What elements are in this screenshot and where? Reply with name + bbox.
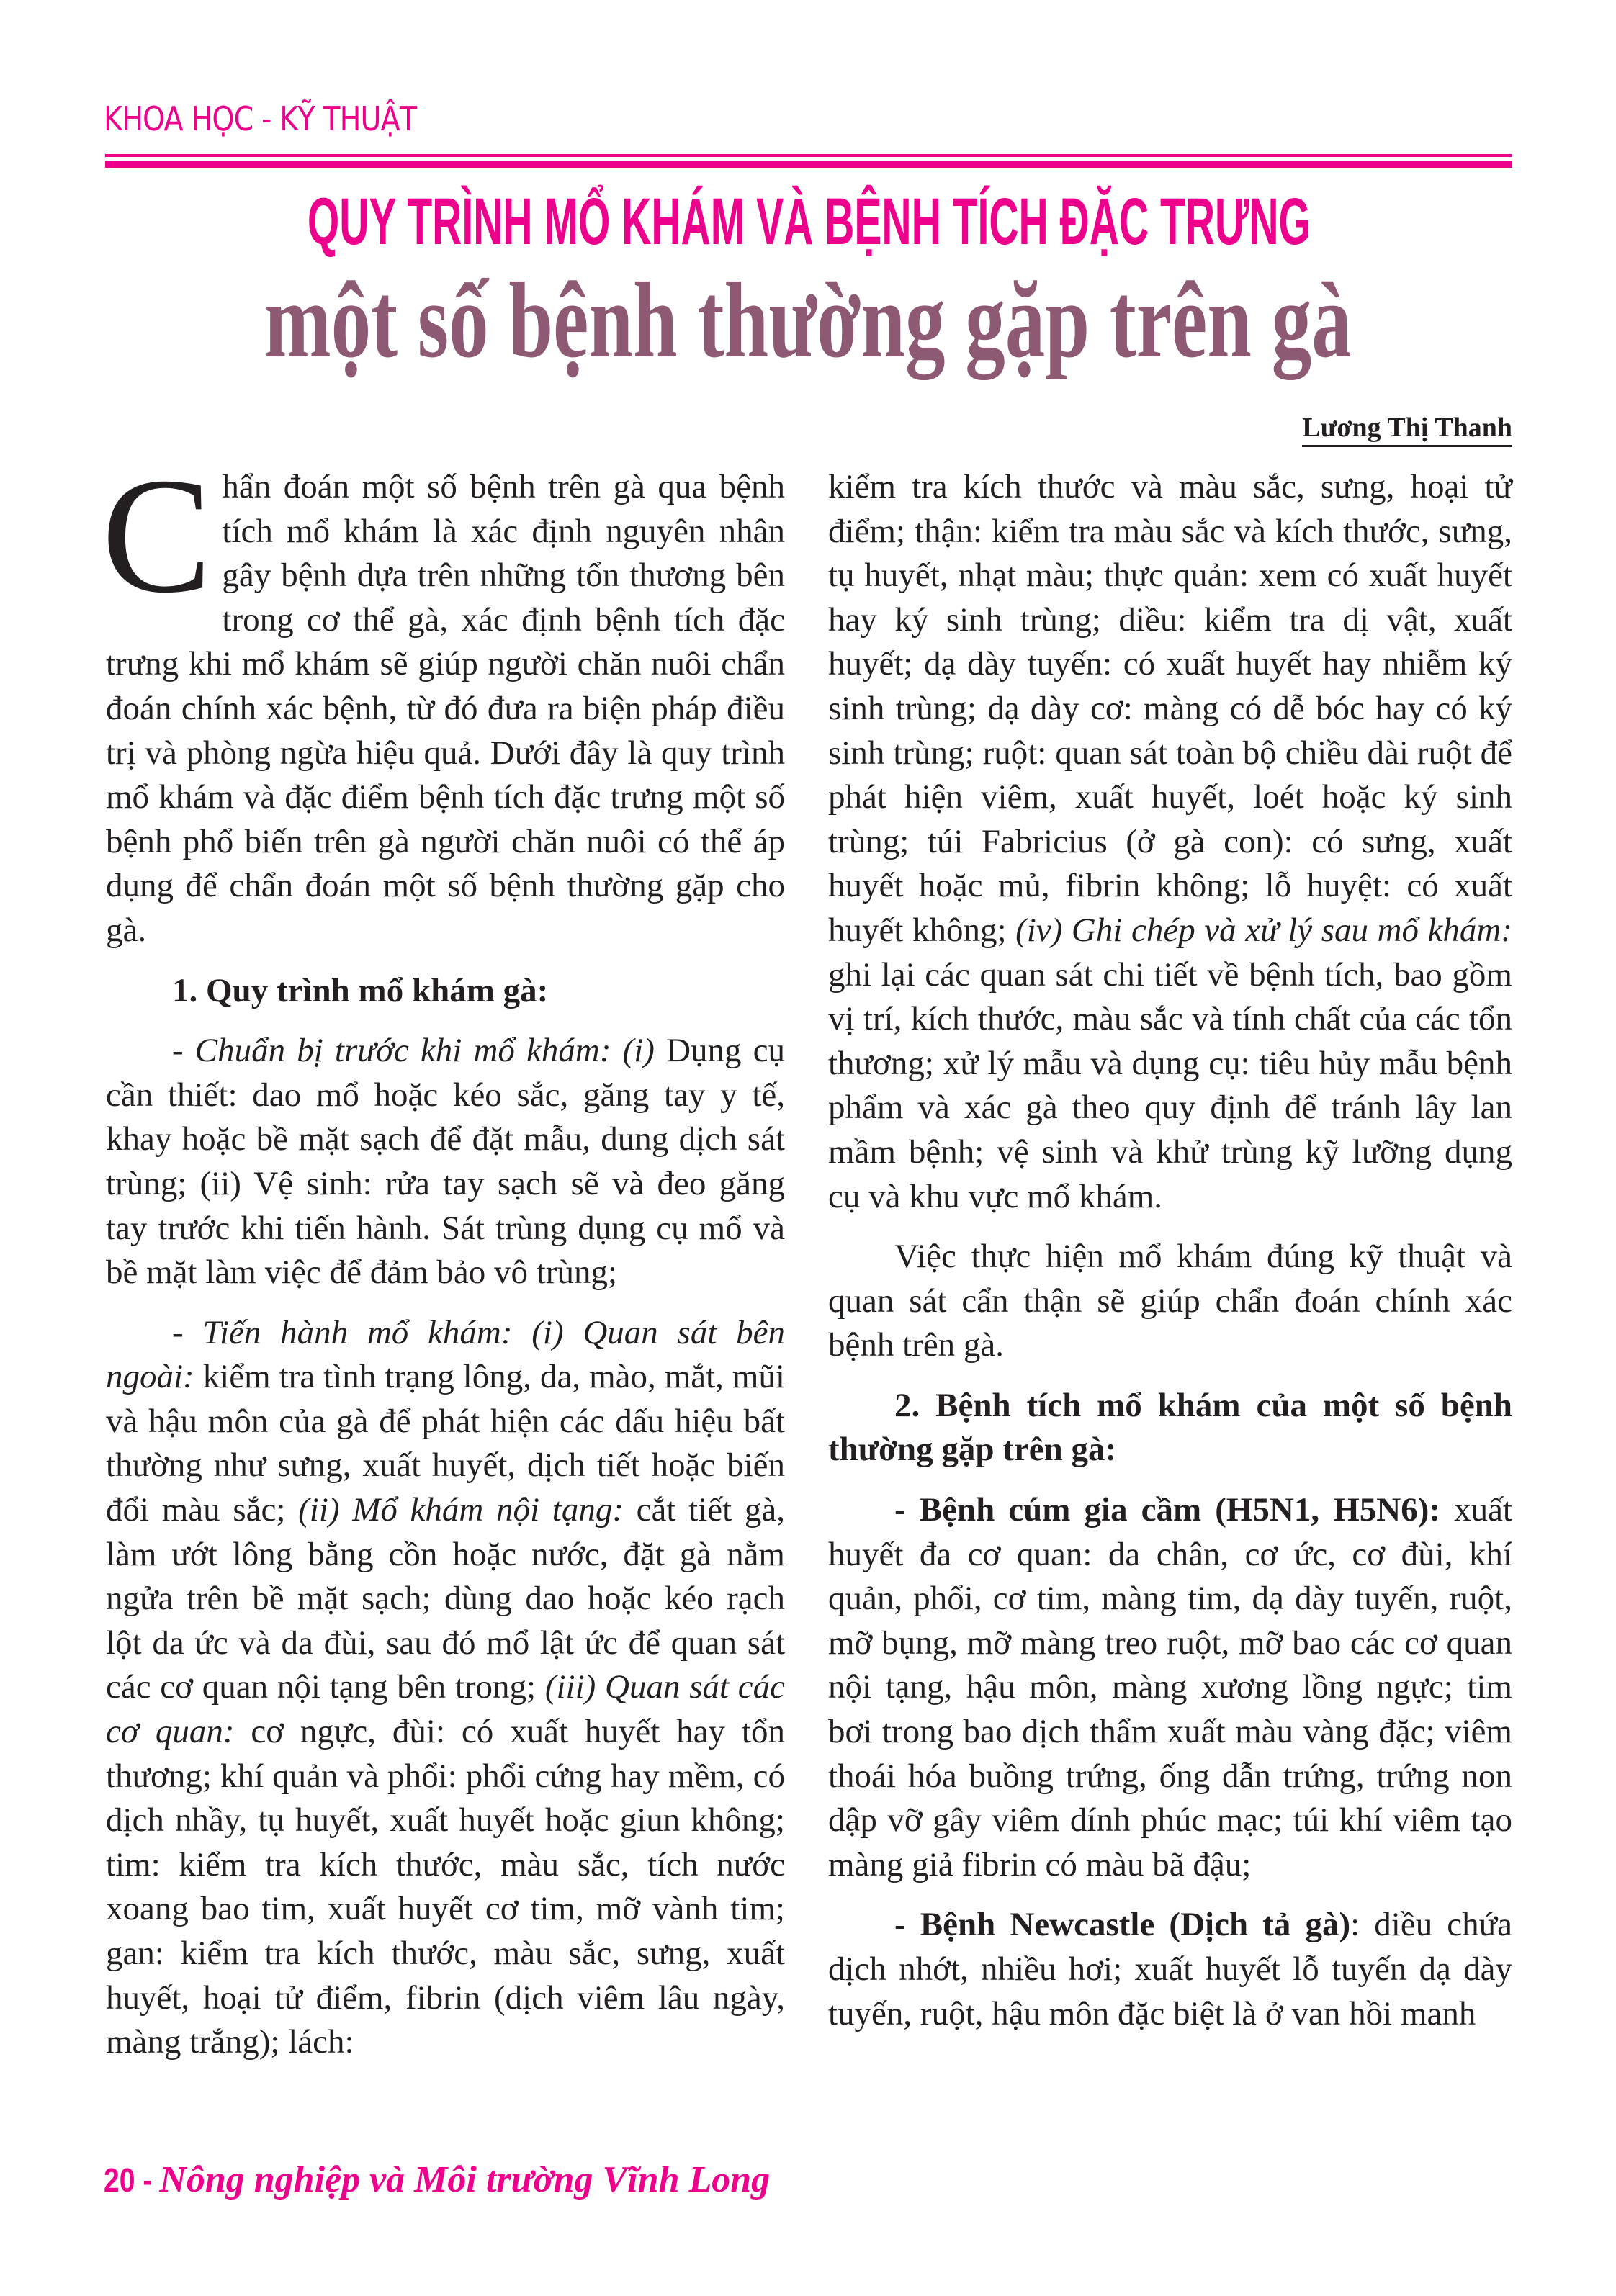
- publication-name: Nông nghiệp và Môi trường Vĩnh Long: [159, 2159, 771, 2200]
- title-line-2-text: một số bệnh thường gặp trên gà: [264, 261, 1352, 380]
- page-footer: [104, 2158, 770, 2201]
- page-number: 20 -: [104, 2161, 153, 2199]
- section-label: KHOA HỌC - KỸ THUẬT: [104, 99, 417, 138]
- prep-paragraph: [106, 1029, 785, 1295]
- prep-lead: - Chuẩn bị trước khi mổ khám: (i): [172, 1032, 655, 1070]
- conclusion-paragraph: Việc thực hiện mổ khám đúng kỹ thuật và quan sát cẩn thận sẽ giúp chẩn đoán chính xác bệnh trên gà.: [828, 1238, 1512, 1364]
- intro-paragraph: [102, 444, 785, 953]
- flu-lead: - Bệnh cúm gia cầm (H5N1, H5N6):: [894, 1491, 1440, 1529]
- newcastle-text: : diều chứa dịch nhớt, nhiều hơi; xuất huyết lỗ tuyến dạ dày tuyến, ruột, hậu môn đặc biệt là ở van hồi manh: [828, 1906, 1512, 2032]
- header-rule-thick: [105, 161, 1512, 168]
- title-line-1-text: QUY TRÌNH MỔ KHÁM VÀ BỆNH TÍCH ĐẶC TRƯNG: [307, 185, 1311, 258]
- proc-italic-2: (ii) Mổ khám nội tạng:: [298, 1491, 624, 1529]
- newcastle-paragraph: [828, 1903, 1512, 2036]
- column-2: [828, 465, 1512, 2036]
- proc-text-3b: kiểm tra kích thước và màu sắc, sưng, hoại tử điểm; thận: kiểm tra màu sắc và kích thước, sưng, tụ huyết, nhạt màu; thực quản: xem có xuất huyết hay ký sinh trùng; diều: kiểm tra dị vật, xuất huyết; dạ dày tuyến: có xuất huyết hay nhiễm ký sinh trùng; dạ dày cơ: màng có dễ bóc hay có ký sinh trùng; ruột: quan sát toàn bộ chiều dài ruột để phát hiện viêm, xuất huyết, loét hoặc ký sinh trùng; túi Fabricius (ở gà con): có sưng, xuất huyết hoặc mủ, fibrin không; lỗ huyệt: có xuất huyết không;: [828, 468, 1512, 949]
- article-title-line-1: [0, 186, 1616, 258]
- flu-text: xuất huyết đa cơ quan: da chân, cơ ức, cơ đùi, khí quản, phổi, cơ tim, màng tim, dạ dày tuyến, ruột, mỡ bụng, mỡ màng treo ruột, mỡ bao các cơ quan nội tạng, hậu môn, màng xương lồng ngực; tim bơi trong bao dịch thẩm xuất màu vàng đặc; viêm thoái hóa buồng trứng, ống dẫn trứng, trứng non dập vỡ gây viêm dính phúc mạc; túi khí viêm tạo màng giả fibrin có màu bã đậu;: [828, 1491, 1512, 1883]
- author-byline: Lương Thị Thanh: [1302, 412, 1512, 447]
- newcastle-lead: - Bệnh Newcastle (Dịch tả gà): [894, 1906, 1351, 1944]
- proc-text-2: cắt tiết gà, làm ướt lông bằng cồn hoặc nước, đặt gà nằm ngửa trên bề mặt sạch; dùng dao hoặc kéo rạch lột da ức và da đùi, sau đó mổ lật ức để quan sát các cơ quan nội tạng bên trong;: [106, 1491, 785, 1706]
- proc-lead: - Tiến hành mổ khám: (i) Quan sát bên ngoài:: [106, 1313, 785, 1396]
- intro-text: hẩn đoán một số bệnh trên gà qua bệnh tích mổ khám là xác định nguyên nhân gây bệnh dựa trên những tổn thương bên trong cơ thể gà, xác định bệnh tích đặc trưng khi mổ khám sẽ giúp người chăn nuôi chẩn đoán chính xác bệnh, từ đó đưa ra biện pháp điều trị và phòng ngừa hiệu quả. Dưới đây là quy trình mổ khám và đặc điểm bệnh tích đặc trưng một số bệnh phổ biến trên gà người chăn nuôi có thể áp dụng để chẩn đoán một số bệnh thường gặp cho gà.: [106, 468, 785, 949]
- procedure-paragraph: [106, 1311, 785, 2065]
- proc-italic-3: (iii) Quan sát các cơ quan:: [106, 1668, 785, 1751]
- proc-text-4: ghi lại các quan sát chi tiết về bệnh tích, bao gồm vị trí, kích thước, màu sắc và tính chất của các tổn thương; xử lý mẫu và dụng cụ: tiêu hủy mẫu bệnh phẩm và xác gà theo quy định để tránh lây lan mầm bệnh; vệ sinh và khử trùng kỹ lưỡng dụng cụ và khu vực mổ khám.: [828, 955, 1512, 1215]
- prep-text: Dụng cụ cần thiết: dao mổ hoặc kéo sắc, găng tay y tế, khay hoặc bề mặt sạch để đặt mẫu, dung dịch sát trùng; (ii) Vệ sinh: rửa tay sạch sẽ và đeo găng tay trước khi tiến hành. Sát trùng dụng cụ mổ và bề mặt làm việc để đảm bảo vô trùng;: [106, 1032, 785, 1292]
- drop-cap: C: [102, 444, 212, 627]
- proc-text-1: kiểm tra tình trạng lông, da, mào, mắt, mũi và hậu môn của gà để phát hiện các dấu hiệu bất thường như sưng, xuất huyết, dịch tiết hoặc biến đổi màu sắc;: [106, 1358, 785, 1529]
- header-rule-thin: [105, 154, 1512, 157]
- article-title-line-2: [0, 259, 1616, 382]
- procedure-paragraph-cont: [828, 465, 1512, 1219]
- section-heading-2: 2. Bệnh tích mổ khám của một số bệnh thường gặp trên gà:: [828, 1386, 1512, 1469]
- avian-flu-paragraph: [828, 1488, 1512, 1887]
- proc-italic-4: (iv) Ghi chép và xử lý sau mổ khám:: [1015, 911, 1513, 949]
- section-heading-1: 1. Quy trình mổ khám gà:: [172, 971, 549, 1009]
- proc-text-3a: cơ ngực, đùi: có xuất huyết hay tổn thương; khí quản và phổi: phổi cứng hay mềm, có dịch nhầy, tụ huyết, xuất huyết hoặc giun không; tim: kiểm tra kích thước, màu sắc, tích nước xoang bao tim, xuất huyết cơ tim, mỡ vành tim; gan: kiểm tra kích thước, màu sắc, sưng, xuất huyết, hoại tử điểm, fibrin (dịch viêm lâu ngày, màng trắng); lách:: [106, 1713, 785, 2061]
- column-1: [102, 444, 785, 2065]
